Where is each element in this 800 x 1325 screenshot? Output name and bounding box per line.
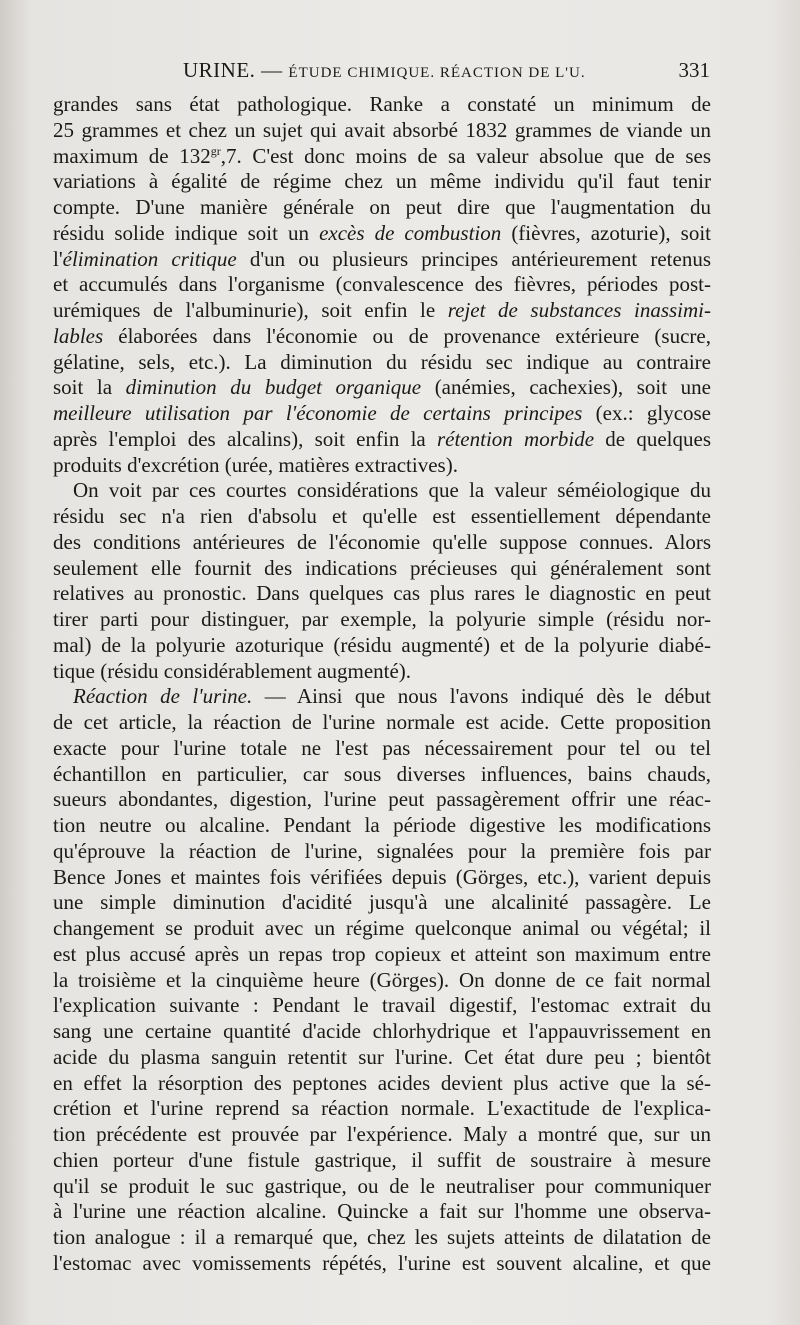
body-text [53,92,711,1277]
text-line [53,144,711,170]
text-line [53,1199,711,1225]
text-run: tion neutre ou alcaline. Pendant la période digestive les modifications [53,813,711,837]
text-line [53,1019,711,1045]
text-line [53,1096,711,1122]
text-line [53,350,711,376]
italic-run: rejet de substances inassimi- [447,298,711,322]
text-line [53,942,711,968]
text-run: gélatine, sels, etc.). La diminution du résidu sec indique au contraire [53,349,711,374]
text-run: d'un ou plusieurs principes antérieurement retenus [236,246,711,271]
text-run: variations à égalité de régime chez un même individu qu'il faut tenir [53,169,711,194]
italic-run: meilleure utilisation par l'économie de certains principes [53,401,583,425]
running-header [55,58,710,86]
text-run: une simple diminution d'acidité jusqu'à une alcalinité passagère. Le [53,890,711,915]
text-line [53,92,711,118]
text-line [53,169,711,195]
text-run: relatives au pronostic. Dans quelques cas plus rares le diagnostic en peut [53,581,711,606]
text-run: est plus accusé après un repas trop copieux et atteint son maximum entre [53,941,711,966]
text-run: tion analogue : il a remarqué que, chez les sujets atteints de dilatation de [53,1225,711,1249]
text-run: (anémies, cachexies), soit une [421,375,711,400]
text-run: et accumulés dans l'organisme (convalescence des fièvres, périodes post- [53,272,711,297]
text-line [53,633,711,659]
text-line [53,1148,711,1174]
text-line [53,324,711,350]
text-run: tion précédente est prouvée par l'expérience. Maly a montré que, sur un [53,1122,711,1146]
text-run: résidu sec n'a rien d'absolu et qu'elle est essentiellement dépendante [53,504,711,528]
text-run: qu'il se produit le suc gastrique, ou de le neutraliser pour communiquer [53,1173,711,1198]
text-line [53,1251,711,1277]
text-line [53,221,711,247]
text-line [53,890,711,916]
text-line [53,607,711,633]
text-line [53,298,711,324]
text-run: qu'éprouve la réaction de l'urine, signalées pour la première fois par [53,838,711,863]
text-line [53,401,711,427]
text-line [53,659,711,685]
text-line [53,1225,711,1251]
superscript: gr [210,143,221,158]
text-run: en effet la résorption des peptones acides devient plus active que la sé- [53,1070,711,1095]
text-line [53,581,711,607]
text-line [53,787,711,813]
text-run: seulement elle fournit des indications précieuses qui généralement sont [53,555,711,580]
text-line [53,556,711,582]
text-line [53,1122,711,1148]
text-run: tique (résidu considérablement augmenté). [53,658,412,683]
text-line [53,916,711,942]
text-run: grandes sans état pathologique. Ranke a constaté un minimum de [53,92,711,116]
text-run: sang une certaine quantité d'acide chlorhydrique et l'appauvrissement en [53,1019,711,1043]
text-run: produits d'excrétion (urée, matières extractives). [53,452,458,477]
text-run: On voit par ces courtes considérations que la valeur séméiologique du [73,478,711,503]
text-line [53,195,711,221]
text-run: — Ainsi que nous l'avons indiqué dès le début [252,684,711,709]
text-run: ,7. C'est donc moins de sa valeur absolue que de ses [220,143,711,168]
text-run: de quelques [594,426,711,451]
text-line [53,375,711,401]
text-line [53,968,711,994]
text-run: Bence Jones et maintes fois vérifiées depuis (Görges, etc.), varient depuis [53,864,711,889]
italic-run: diminution du budget organique [125,375,422,400]
text-line [53,684,711,710]
text-line [53,736,711,762]
text-run: à l'urine une réaction alcaline. Quincke a fait sur l'homme une observa- [53,1199,711,1224]
text-run: acide du plasma sanguin retentit sur l'urine. Cet état dure peu ; bientôt [53,1044,711,1069]
italic-run: excès de combustion [319,220,502,245]
text-run: exacte pour l'urine totale ne l'est pas nécessairement pour tel ou tel [53,735,711,760]
text-line [53,762,711,788]
text-line [53,118,711,144]
text-line [53,993,711,1019]
text-run: l'explication suivante : Pendant le travail digestif, l'estomac extrait du [53,993,711,1018]
running-title [183,58,586,83]
running-title-rest: ÉTUDE CHIMIQUE. RÉACTION DE L'U. [288,65,586,81]
text-run: changement se produit avec un régime quelconque animal ou végétal; il [53,916,711,940]
text-line [53,247,711,273]
text-run: la troisième et la cinquième heure (Görges). On donne de ce fait normal [53,967,711,992]
page-number: 331 [678,58,710,82]
text-line [53,530,711,556]
text-line [53,839,711,865]
text-run: élaborées dans l'économie ou de provenance extérieure (sucre, [103,323,711,348]
text-run: l' [53,246,63,271]
italic-run: lables [53,323,104,348]
text-run: crétion et l'urine reprend sa réaction normale. L'exactitude de l'explica- [53,1096,711,1121]
text-line [53,478,711,504]
text-run: soit la [53,375,126,400]
text-run: maximum de 132 [53,143,211,168]
text-run: des conditions antérieures de l'économie qu'elle suppose connues. Alors [53,529,711,554]
text-run: échantillon en particulier, car sous diverses influences, bains chauds, [53,761,711,786]
italic-run: rétention morbide [436,426,595,451]
text-line [53,1071,711,1097]
text-run: sueurs abondantes, digestion, l'urine peut passagèrement offrir une réac- [53,787,711,812]
running-title-main: URINE. — [183,58,283,82]
text-line [53,865,711,891]
text-run: 25 grammes et chez un sujet qui avait absorbé 1832 grammes de viande un [53,117,711,142]
text-run: urémiques de l'albuminurie), soit enfin le [53,298,448,322]
text-run: (fièvres, azoturie), soit [501,220,711,245]
text-line [53,453,711,479]
text-run: l'estomac avec vomissements répétés, l'urine est souvent alcaline, et que [53,1250,711,1275]
text-line [53,504,711,530]
text-line [53,272,711,298]
text-line [53,1174,711,1200]
text-run: de cet article, la réaction de l'urine normale est acide. Cette proposition [53,710,711,734]
text-run: compte. D'une manière générale on peut dire que l'augmentation du [53,195,711,219]
text-line [53,1045,711,1071]
text-run: mal) de la polyurie azoturique (résidu augmenté) et de la polyurie diabé- [53,632,711,657]
text-run: résidu solide indique soit un [53,220,320,245]
text-run: tirer parti pour distinguer, par exemple, la polyurie simple (résidu nor- [53,607,711,631]
text-line [53,427,711,453]
text-run: après l'emploi des alcalins), soit enfin la [53,426,437,451]
text-line [53,813,711,839]
text-run: (ex.: glycose [582,401,711,425]
italic-run: Réaction de l'urine. [73,684,253,709]
text-run: chien porteur d'une fistule gastrique, il suffit de soustraire à mesure [53,1147,711,1172]
italic-run: élimination critique [62,246,237,271]
text-line [53,710,711,736]
